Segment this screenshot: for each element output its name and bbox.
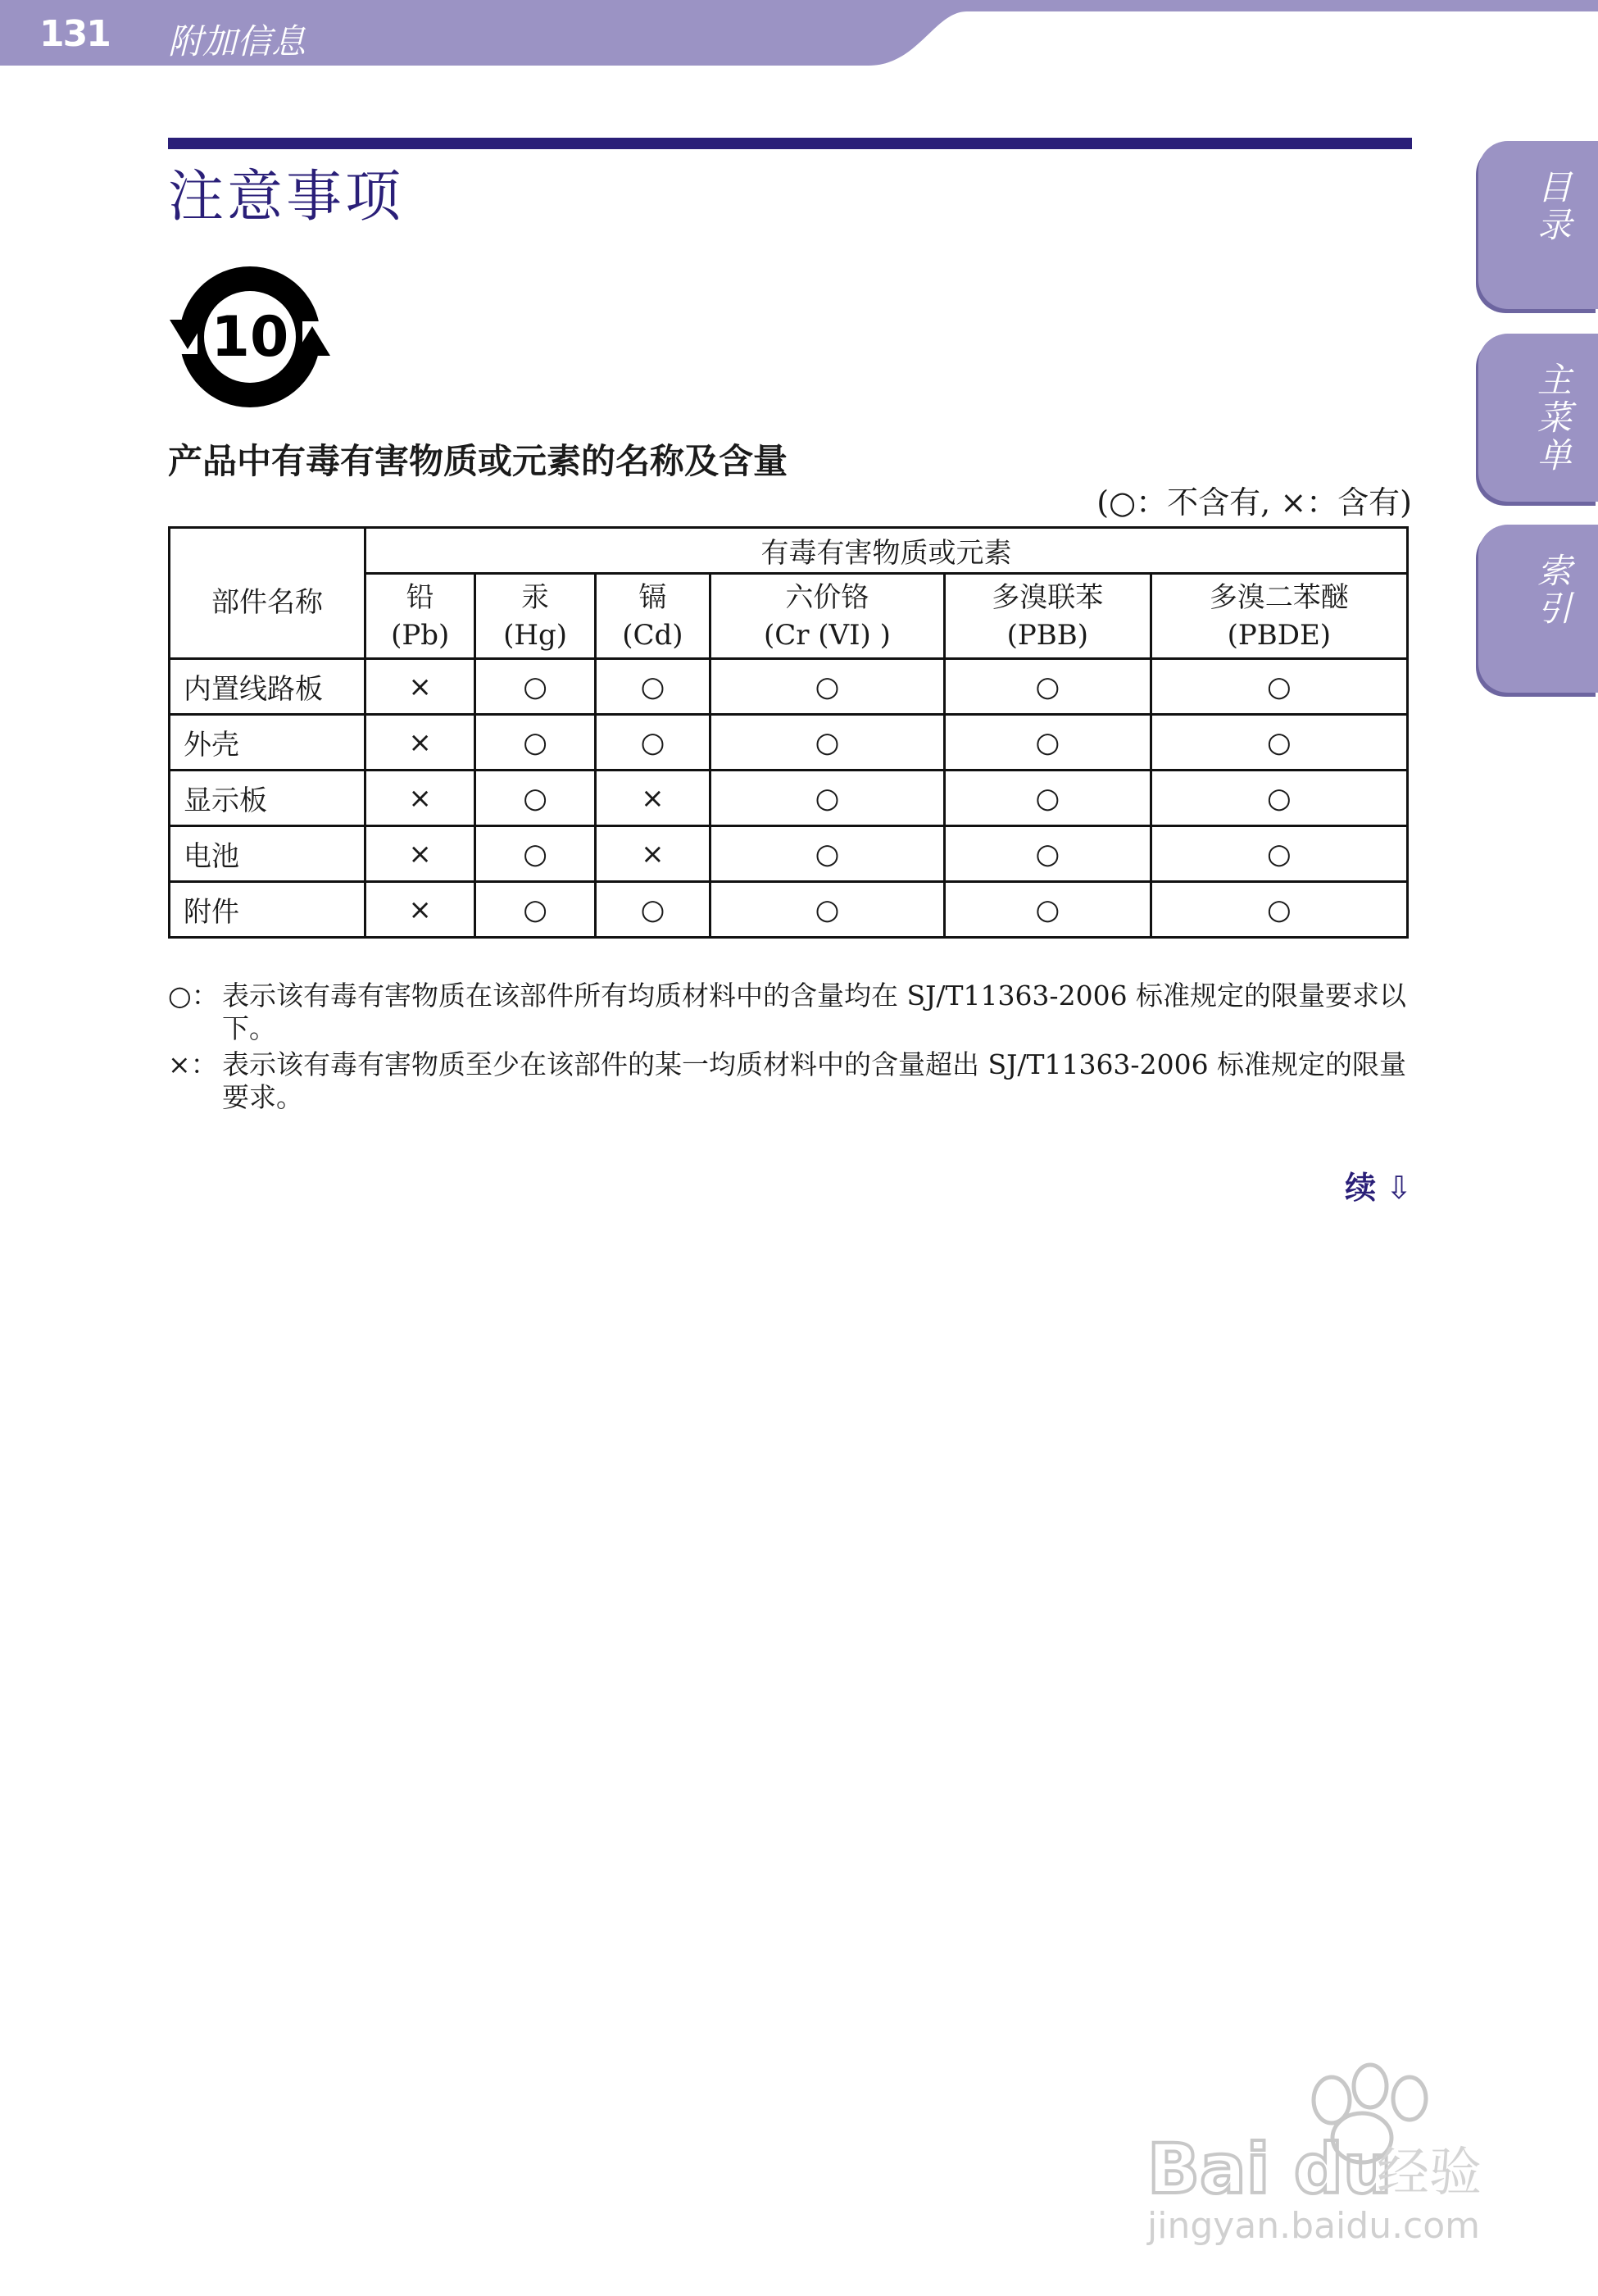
table-cell: × <box>365 826 475 882</box>
column-symbol: (Cd) <box>622 618 683 652</box>
arrow-down-icon: ⇩ <box>1386 1170 1412 1206</box>
table-cell: ○ <box>1151 771 1407 826</box>
part-header: 部件名称 <box>170 528 365 659</box>
table-cell: ○ <box>475 826 596 882</box>
table-cell: × <box>365 882 475 938</box>
tab-main-menu[interactable] <box>1478 334 1598 502</box>
table-cell: ○ <box>710 659 944 715</box>
column-name: 汞 <box>521 580 550 614</box>
table-cell: ○ <box>1151 715 1407 771</box>
svg-text:经验: 经验 <box>1377 2143 1482 2203</box>
group-header: 有毒有害物质或元素 <box>365 528 1408 574</box>
column-symbol: (PBB) <box>1006 618 1088 652</box>
table-cell: ○ <box>710 882 944 938</box>
footnote-text: 表示该有毒有害物质至少在该部件的某一均质材料中的含量超出 SJ/T11363-2006 标准规定的限量要求。 <box>222 1048 1407 1113</box>
svg-text:Bai du: Bai du <box>1147 2129 1392 2209</box>
logo-text: 10 <box>211 305 289 370</box>
svg-text:jingyan.baidu.com: jingyan.baidu.com <box>1147 2205 1481 2246</box>
column-name: 六价铬 <box>785 580 869 614</box>
table-cell: ○ <box>710 826 944 882</box>
tab-label: 索引 <box>1532 552 1573 628</box>
column-name: 多溴二苯醚 <box>1209 580 1349 614</box>
tab-label: 主菜单 <box>1532 361 1573 475</box>
part-name: 附件 <box>170 882 365 938</box>
footnote <box>168 1048 1412 1114</box>
table-cell: × <box>365 715 475 771</box>
table-row <box>170 826 1408 882</box>
hazard-table <box>168 526 1409 939</box>
table-cell: ○ <box>595 659 710 715</box>
table-cell: ○ <box>595 882 710 938</box>
table-cell: ○ <box>944 715 1151 771</box>
footnotes <box>168 980 1412 1117</box>
table-cell: × <box>595 826 710 882</box>
table-row <box>170 659 1408 715</box>
footnote-text: 表示该有毒有害物质在该部件所有均质材料中的含量均在 SJ/T11363-2006 标准规定的限量要求以下。 <box>222 980 1407 1044</box>
column-symbol: (Cr (VI) ) <box>763 618 891 652</box>
table-cell: ○ <box>475 882 596 938</box>
table-title: 产品中有毒有害物质或元素的名称及含量 <box>168 441 788 481</box>
part-name: 显示板 <box>170 771 365 826</box>
footnote <box>168 980 1412 1045</box>
section-name: 附加信息 <box>168 21 306 61</box>
table-cell: ○ <box>710 771 944 826</box>
table-cell: × <box>595 771 710 826</box>
table-cell: ○ <box>944 659 1151 715</box>
table-row <box>170 882 1408 938</box>
table-cell: ○ <box>475 771 596 826</box>
legend-note: (○：不含有, ×：含有) <box>1096 484 1412 521</box>
table-cell: ○ <box>1151 659 1407 715</box>
table-cell: ○ <box>595 715 710 771</box>
footnote-mark: ○： <box>168 980 219 1012</box>
column-header <box>710 574 944 659</box>
table-cell: ○ <box>944 826 1151 882</box>
column-header <box>944 574 1151 659</box>
continue-label: 续 <box>1345 1170 1377 1206</box>
page-title: 注意事项 <box>168 165 405 230</box>
column-symbol: (PBDE) <box>1227 618 1332 652</box>
tab-index[interactable] <box>1478 525 1598 693</box>
table-cell: ○ <box>475 659 596 715</box>
continue-link[interactable] <box>1345 1162 1412 1207</box>
column-header <box>595 574 710 659</box>
tab-contents[interactable] <box>1478 141 1598 309</box>
baidu-watermark-logo <box>1131 2041 1508 2246</box>
table-cell: ○ <box>1151 826 1407 882</box>
column-name: 多溴联苯 <box>992 580 1104 614</box>
part-name: 内置线路板 <box>170 659 365 715</box>
table-cell: ○ <box>944 882 1151 938</box>
table-row <box>170 715 1408 771</box>
column-name: 铅 <box>406 580 434 614</box>
table-row <box>170 771 1408 826</box>
footnote-mark: ×： <box>168 1048 218 1080</box>
page-number: 131 <box>39 13 110 55</box>
title-rule <box>168 138 1412 149</box>
recycle-10-years-icon <box>168 264 332 410</box>
column-symbol: (Pb) <box>391 618 450 652</box>
column-header <box>1151 574 1407 659</box>
column-symbol: (Hg) <box>503 618 568 652</box>
table-cell: ○ <box>944 771 1151 826</box>
part-name: 电池 <box>170 826 365 882</box>
table-cell: ○ <box>710 715 944 771</box>
column-header <box>365 574 475 659</box>
tab-label: 目录 <box>1532 169 1573 244</box>
table-cell: × <box>365 771 475 826</box>
table-cell: × <box>365 659 475 715</box>
table-cell: ○ <box>1151 882 1407 938</box>
column-name: 镉 <box>638 580 667 614</box>
part-name: 外壳 <box>170 715 365 771</box>
column-header <box>475 574 596 659</box>
table-cell: ○ <box>475 715 596 771</box>
